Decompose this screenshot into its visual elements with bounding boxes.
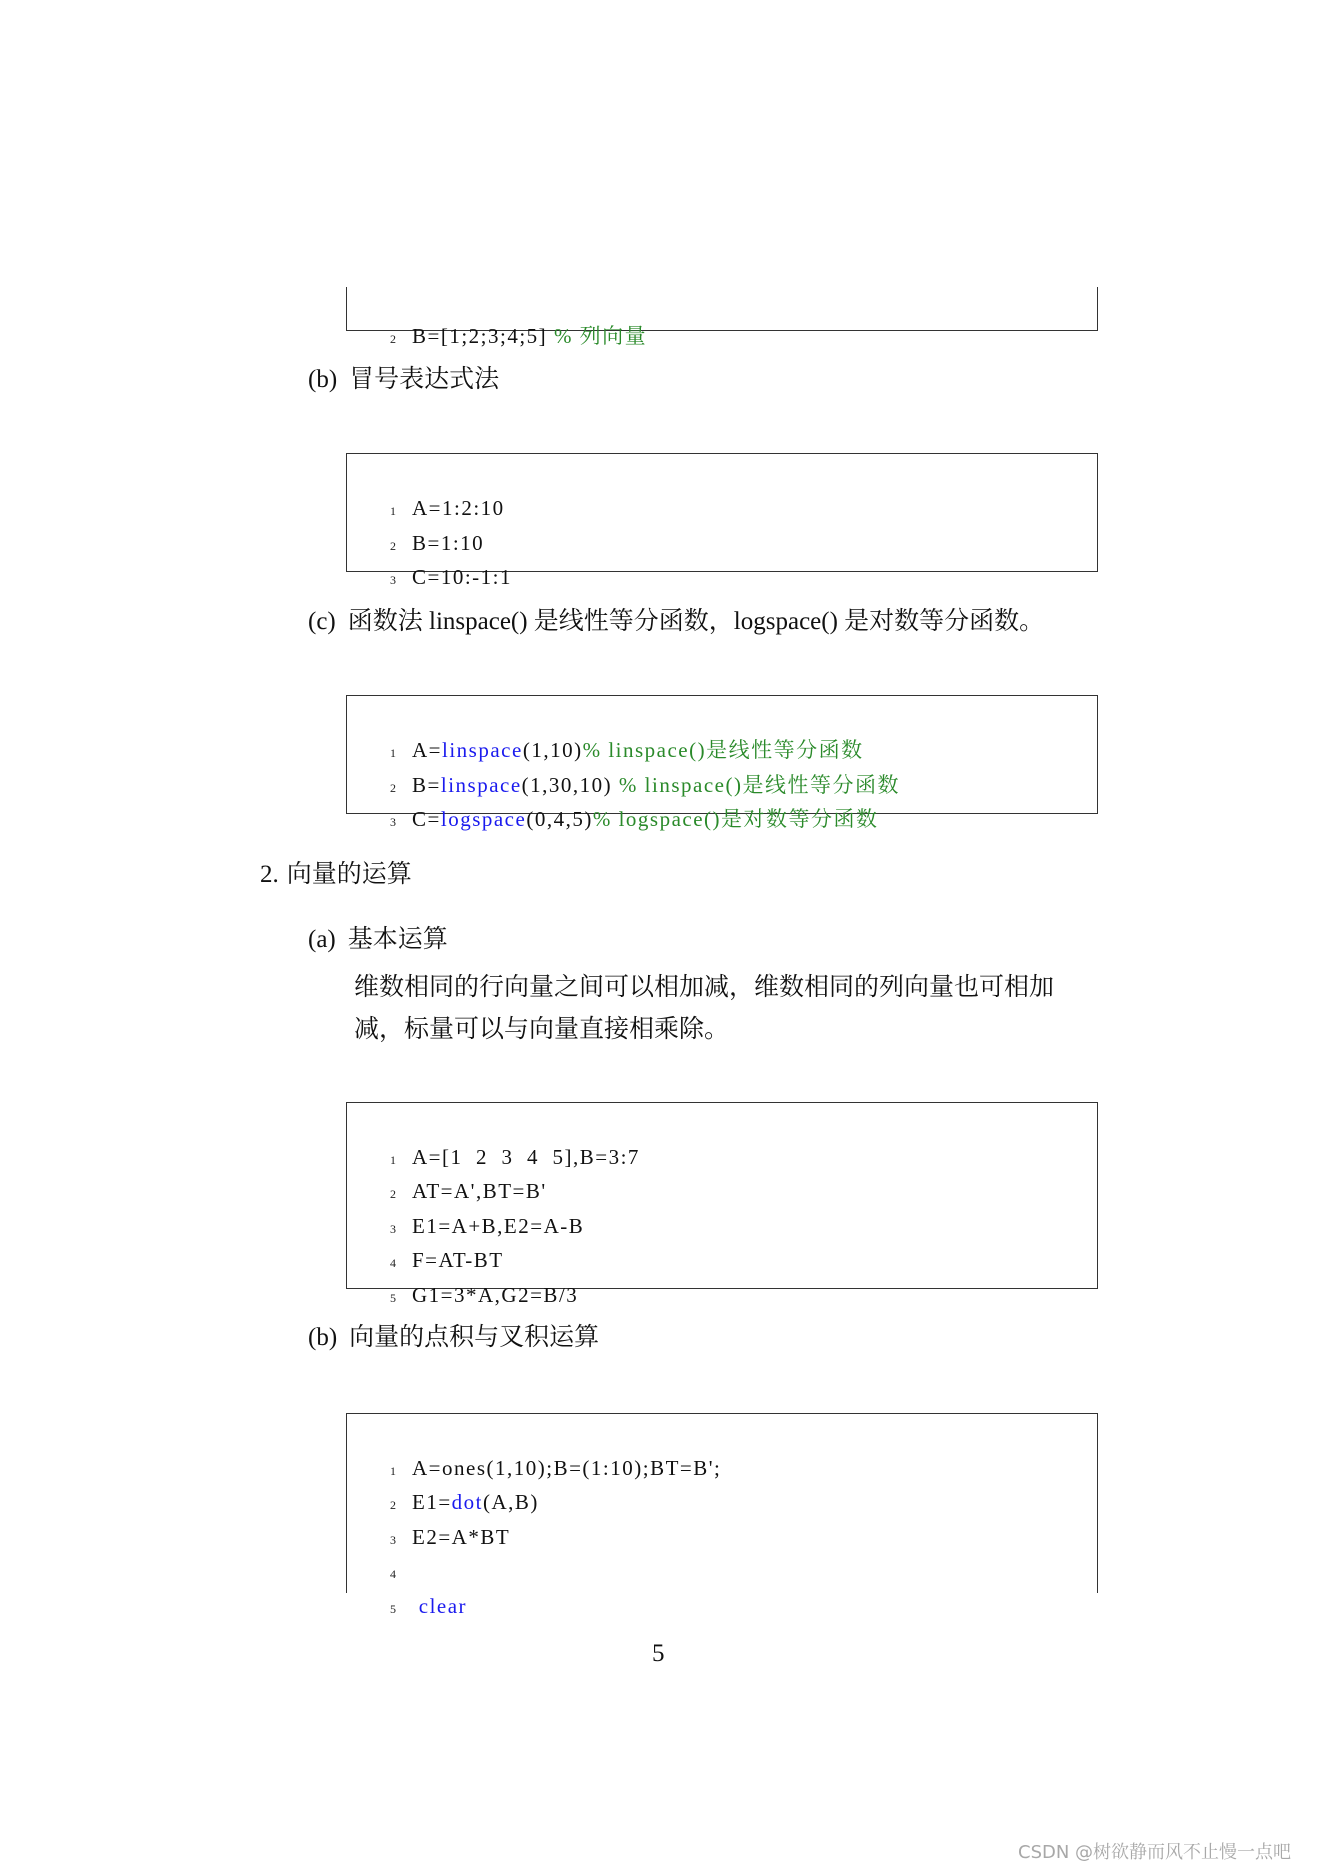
- item-label: (c): [308, 608, 336, 635]
- line-number: 1: [390, 504, 396, 518]
- code-comment: % 列向量: [547, 324, 648, 348]
- line-number: 3: [390, 815, 396, 829]
- code-text: B=[1;2;3;4;5]: [412, 324, 548, 348]
- subsection-heading-colon-expression: [308, 365, 499, 395]
- code-line: [347, 740, 900, 797]
- code-args: (1,30,10): [521, 773, 619, 797]
- line-number: 1: [390, 746, 396, 760]
- code-keyword: clear: [418, 1594, 468, 1618]
- code-line: [347, 1112, 640, 1169]
- code-line: [347, 498, 485, 555]
- code-line: [347, 774, 879, 831]
- code-text: C=10:-1:1: [412, 565, 513, 589]
- csdn-watermark: CSDN @树欲静而风不止慢一点吧: [1018, 1842, 1292, 1863]
- section-number: 2.: [260, 861, 279, 888]
- code-line: [347, 1215, 504, 1272]
- code-block-vector-column: [346, 287, 1098, 348]
- code-comment: % linspace()是线性等分函数: [582, 738, 864, 762]
- code-line: [347, 1181, 585, 1238]
- code-keyword: dot: [451, 1490, 484, 1514]
- code-text: A=[1 2 3 4 5],B=3:7: [412, 1145, 640, 1169]
- item-title: 函数法 linspace() 是线性等分函数，logspace() 是对数等分函数。: [347, 608, 1045, 635]
- line-number: 3: [390, 573, 396, 587]
- line-number: 5: [390, 1291, 396, 1305]
- code-args: (A,B): [483, 1490, 539, 1514]
- code-line: [347, 1492, 511, 1549]
- line-number: 4: [390, 1567, 396, 1581]
- code-text: E1=: [412, 1490, 452, 1514]
- line-number: 3: [390, 1222, 396, 1236]
- section-heading-vector-operations: [260, 860, 412, 890]
- subsection-heading-dot-cross-product: [308, 1323, 599, 1353]
- paragraph-basic-operations: [354, 967, 1054, 1051]
- line-number: 2: [390, 1187, 396, 1201]
- item-title: 向量的点积与叉积运算: [349, 1324, 600, 1351]
- line-number: 2: [390, 1498, 396, 1512]
- code-args: (1,10): [522, 738, 583, 762]
- line-number: 2: [390, 539, 396, 553]
- code-line: [347, 1250, 579, 1307]
- code-line: [347, 532, 513, 589]
- code-text: B=1:10: [412, 531, 485, 555]
- section-title: 向量的运算: [286, 861, 412, 888]
- code-text: F=AT-BT: [412, 1248, 504, 1272]
- code-keyword: linspace: [440, 773, 522, 797]
- code-text: A=1:2:10: [412, 496, 505, 520]
- item-title: 冒号表达式法: [349, 366, 500, 393]
- code-line: [347, 1526, 412, 1581]
- code-line: [347, 291, 648, 348]
- page-number: 5: [652, 1640, 665, 1667]
- code-text: E2=A*BT: [412, 1525, 511, 1549]
- code-line: [347, 1561, 468, 1618]
- line-number: 3: [390, 1533, 396, 1547]
- code-keyword: logspace: [440, 807, 527, 831]
- code-block-basic-operations: [346, 1102, 1098, 1307]
- code-text: A=ones(1,10);B=(1:10);BT=B';: [412, 1456, 722, 1480]
- code-text: B=: [412, 773, 441, 797]
- item-label: (b): [308, 1324, 338, 1351]
- item-label: (a): [308, 926, 336, 953]
- code-text: AT=A',BT=B': [412, 1179, 547, 1203]
- code-comment: % logspace()是对数等分函数: [592, 807, 879, 831]
- code-text: G1=3*A,G2=B/3: [412, 1283, 579, 1307]
- code-comment: % linspace()是线性等分函数: [618, 773, 900, 797]
- code-line: [347, 1146, 547, 1203]
- paragraph-line: 减，标量可以与向量直接相乘除。: [354, 1016, 730, 1043]
- code-block-dot-product: [346, 1413, 1098, 1618]
- line-number: 2: [390, 781, 396, 795]
- code-text: A=: [412, 738, 443, 762]
- line-number: 1: [390, 1464, 396, 1478]
- line-number: 1: [390, 1153, 396, 1167]
- code-text: C=: [412, 807, 441, 831]
- code-text: [412, 1594, 419, 1618]
- subsection-heading-basic-operations: [308, 925, 448, 955]
- code-text: E1=A+B,E2=A-B: [412, 1214, 585, 1238]
- paragraph-line: 维数相同的行向量之间可以相加减，维数相同的列向量也可相加: [354, 974, 1055, 1001]
- code-block-linspace: [346, 695, 1098, 831]
- code-line: [347, 1423, 722, 1480]
- line-number: 2: [390, 332, 396, 346]
- line-number: 5: [390, 1602, 396, 1616]
- subsection-heading-function-method: [308, 607, 1044, 637]
- item-label: (b): [308, 366, 338, 393]
- item-title: 基本运算: [347, 926, 448, 953]
- code-args: (0,4,5): [526, 807, 593, 831]
- line-number: 4: [390, 1256, 396, 1270]
- code-line: [347, 1457, 539, 1514]
- code-keyword: linspace: [442, 738, 523, 762]
- code-block-colon: [346, 453, 1098, 589]
- code-line: [347, 463, 505, 520]
- code-line: [347, 705, 864, 762]
